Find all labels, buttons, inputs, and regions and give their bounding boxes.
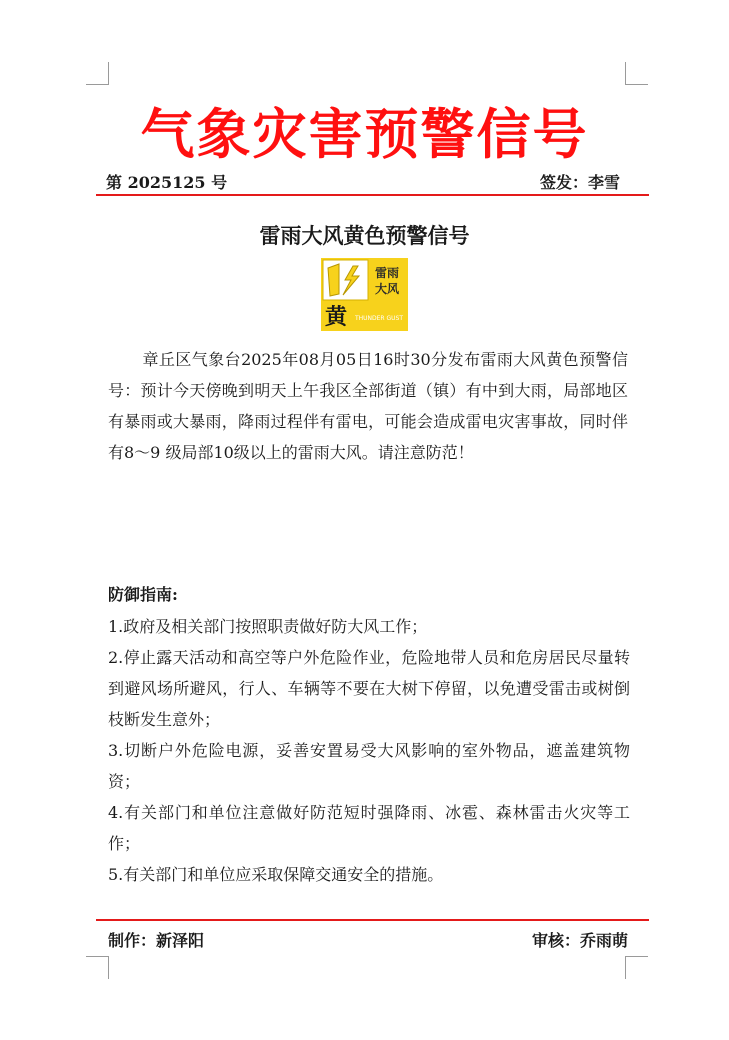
guidance-item: 3.切断户外危险电源，妥善安置易受大风影响的室外物品，遮盖建筑物资；	[108, 741, 630, 791]
icon-level-char: 黄	[324, 305, 348, 330]
document-title: 气象灾害预警信号	[140, 103, 589, 166]
wind-flag-shape	[328, 264, 339, 296]
guidance-heading: 防御指南:	[108, 585, 178, 604]
crop-mark-top-right	[625, 62, 648, 85]
warning-text: 章丘区气象台2025年08月05日16时30分发布雷雨大风黄色预警信号：预计今天傍晚到明天上午我区全部街道（镇）有中到大雨，局部地区有暴雨或大暴雨，降雨过程伴有雷电，可能会造成雷电灾害事故，同时伴有8～9 级局部10级以上的雷雨大风。请注意防范！	[108, 350, 628, 462]
issue-number: 第 2025125 号	[106, 173, 228, 192]
reviewer: 审核：乔雨萌	[531, 931, 628, 950]
crop-mark-bottom-right	[625, 956, 648, 979]
icon-english-text: THUNDER GUST	[354, 315, 404, 322]
producer: 制作：新泽阳	[108, 931, 205, 950]
signal-title: 雷雨大风黄色预警信号	[259, 223, 470, 248]
crop-mark-bottom-left	[86, 956, 109, 979]
guidance-list	[108, 611, 630, 890]
footer-divider	[96, 919, 649, 921]
warning-paragraph	[108, 344, 628, 468]
guidance-item: 1.政府及相关部门按照职责做好防大风工作；	[108, 617, 428, 636]
guidance-item: 5.有关部门和单位应采取保障交通安全的措施。	[108, 865, 444, 884]
header-meta-row	[106, 170, 628, 194]
icon-text-top: 雷雨	[374, 266, 400, 280]
guidance-item: 2.停止露天活动和高空等户外危险作业，危险地带人员和危房居民尽量转到避风场所避风，行人、车辆等不要在大树下停留，以免遭受雷击或树倒枝断发生意外；	[108, 648, 630, 729]
thunderstorm-wind-yellow-warning-icon	[321, 258, 408, 331]
signer: 签发：李雪	[539, 173, 620, 192]
icon-text-bottom: 大风	[374, 282, 400, 296]
guidance-item: 4.有关部门和单位注意做好防范短时强降雨、冰雹、森林雷击火灾等工作；	[108, 803, 630, 853]
header-divider	[96, 194, 649, 196]
crop-mark-top-left	[86, 62, 109, 85]
